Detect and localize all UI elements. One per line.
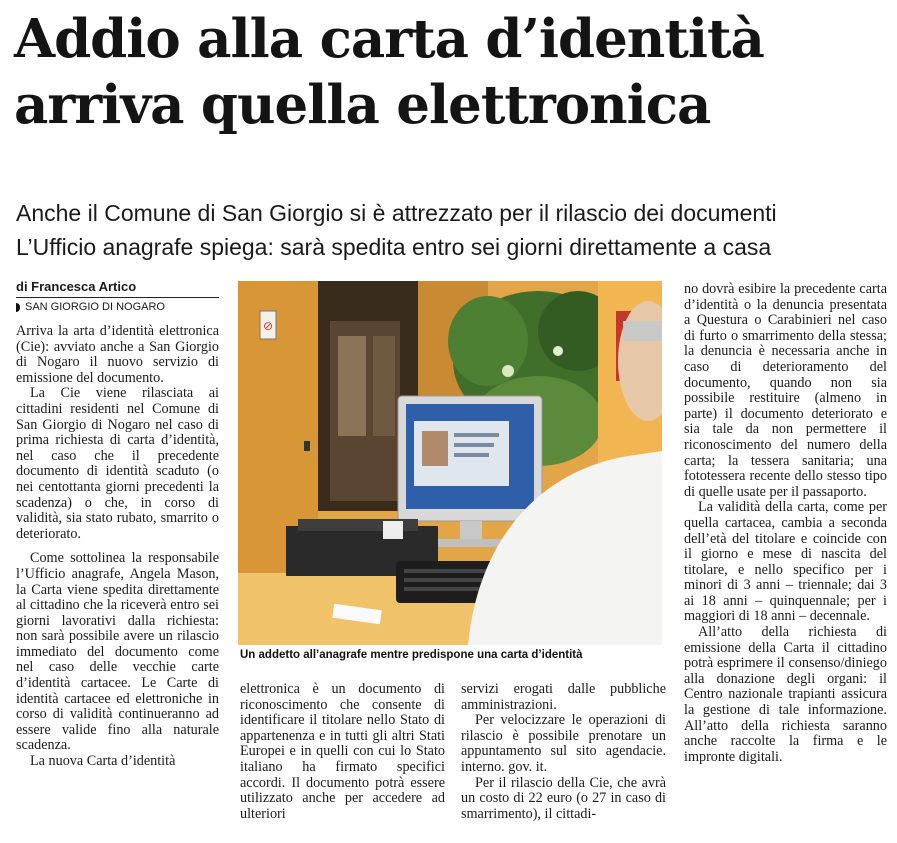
dateline-location: SAN GIORGIO DI NOGARO xyxy=(25,301,165,313)
paragraph: All’atto della richiesta di emissione della Carta il cittadino potrà esprimere il consenso/diniego alla donazione degli organi: il Centro nazionale trapianti assicura la gestione di tale informazione. All’atto della richiesta saranno anche raccolte la firma e le impronte digitali. xyxy=(684,624,887,765)
paragraph: servizi erogati dalle pubbliche amministrazioni. xyxy=(461,681,666,713)
subheadline xyxy=(16,196,886,264)
office-scene-illustration xyxy=(238,281,662,645)
paragraph: Per il rilascio della Cie, che avrà un costo di 22 euro (o 27 in caso di smarrimento), il cittadi- xyxy=(461,774,666,822)
dateline-marker-icon xyxy=(16,303,20,312)
paragraph: La validità della carta, come per quella cartacea, cambia a seconda dell’età del titolare e coincide con il giorno e mese di nascita del titolare, e nello specifico per i minori di 3 anni – triennale; dai 3 ai 18 anni – quinquennale; per i maggiori di 18 anni – decennale. xyxy=(684,499,887,625)
no-smoking-sign-icon: ⊘ xyxy=(262,319,274,333)
article-column-2 xyxy=(240,682,445,822)
author-name: di Francesca Artico xyxy=(16,279,219,298)
paragraph: La nuova Carta d’identità xyxy=(30,753,176,770)
headline-line-2: arriva quella elettronica xyxy=(14,74,711,136)
paragraph: elettronica è un documento di riconoscimento che consente di identificare il titolare nello Stato di appartenenza e in tutti gli altri Stati Europei e in quelli con cui lo Stato italiano ha firmato specifici accordi. Il documento potrà essere utilizzato anche per accedere ad ulteriori xyxy=(240,681,445,822)
headline-line-1: Addio alla carta d’identità xyxy=(14,8,764,70)
subheadline-line-2: L’Ufficio anagrafe spiega: sarà spedita entro sei giorni direttamente a casa xyxy=(16,234,772,260)
headline xyxy=(14,6,889,138)
paragraph: Arriva la arta d’identità elettronica (Cie): avviato anche a San Giorgio di Nogaro il nuovo servizio di emissione del documento. xyxy=(16,323,219,386)
paragraph: Per velocizzare le operazioni di rilascio è possibile prenotare un appuntamento sul sito agendacie. interno. gov. it. xyxy=(461,712,666,775)
paragraph: no dovrà esibire la precedente carta d’identità o la denuncia presentata a Questura o Carabinieri nel caso di furto o smarrimento della stessa; la denuncia è necessaria anche in caso di deterioramento del documento, quando non sia possibile restituire (almeno in parte) il documento deteriorato e sia tale da non permettere il riconoscimento del numero della carta; la tessera sanitaria; una fototessera recente dello stesso tipo di quelle usate per il passaporto. xyxy=(684,281,887,500)
photo-caption: Un addetto all’anagrafe mentre predispone una carta d’identità xyxy=(240,649,583,661)
byline xyxy=(16,279,219,313)
article-column-3 xyxy=(461,682,666,822)
article-column-4 xyxy=(684,282,887,765)
paragraph: Come sottolinea la responsabile l’Ufficio anagrafe, Angela Mason, la Carta viene spedita direttamente al cittadino che la riceverà entro sei giorni lavorativi dalla richiesta: non sarà possibile avere un rilascio immediato del documento come nel caso delle vecchie carte d’identità cartacee. Le Carte di identità cartacee ed elettroniche in corso di validità continueranno ad essere valide fino alla naturale scadenza. xyxy=(16,550,219,754)
article-column-1 xyxy=(16,324,219,770)
article-photo xyxy=(238,281,662,645)
paragraph: La Cie viene rilasciata ai cittadini residenti nel Comune di San Giorgio di Nogaro nel caso di prima richiesta di carta d’identità, nel caso che il precedente documento di identità scaduto (o nei centottanta giorni precedenti la scadenza) o che, in corso di validità, sia stato rubato, smarrito o deteriorato. xyxy=(16,385,219,542)
dateline xyxy=(16,301,219,313)
subheadline-line-1: Anche il Comune di San Giorgio si è attrezzato per il rilascio dei documenti xyxy=(16,200,777,226)
